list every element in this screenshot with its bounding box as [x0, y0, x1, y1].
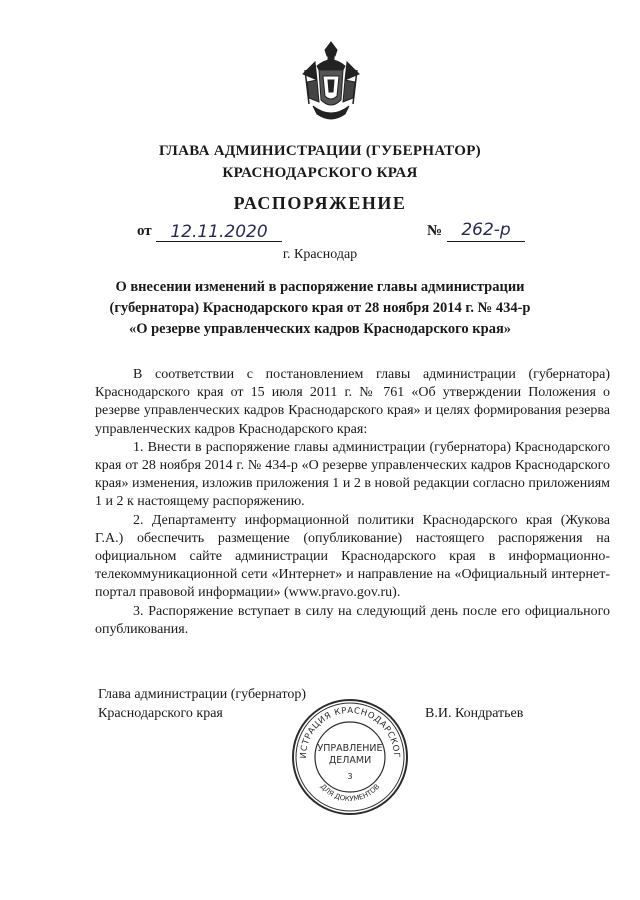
coat-of-arms-icon — [295, 40, 367, 128]
body-paragraph-item2: 2. Департаменту информационной политики Краснодарского края (Жукова Г.А.) обеспечить размещение (опубликование) настоящего распоряжения на официальном сайте администрации Краснодарского края в информационно-телекоммуникационной сети «Интернет» и направление на «Официальный интернет-портал правовой информации» (www.pravo.gov.ru). — [95, 512, 610, 601]
document-type: РАСПОРЯЖЕНИЕ — [233, 193, 407, 213]
number-value: 262-р — [461, 220, 511, 240]
seal-bottom-text: ДЛЯ ДОКУМЕНТОВ — [318, 782, 382, 804]
body-paragraph-item3: 3. Распоряжение вступает в силу на следующий день после его официального опубликования. — [95, 603, 610, 637]
document-body — [95, 366, 610, 639]
city: г. Краснодар — [282, 247, 358, 262]
seal-ring-text: ИСТРАЦИЯ КРАСНОДАРСКОГ — [298, 705, 402, 759]
seal-center-line2: ДЕЛАМИ — [328, 755, 372, 766]
date-label: от — [137, 223, 152, 239]
seal-number: 3 — [347, 772, 353, 781]
subject-line3: «О резерве управленческих кадров Краснодарского края» — [128, 321, 512, 337]
signatory-title — [98, 686, 306, 723]
seal-stamp-icon — [290, 697, 410, 817]
signatory-name: В.И. Кондратьев — [425, 706, 524, 721]
authority-title-line2: КРАСНОДАРСКОГО КРАЯ — [222, 165, 418, 181]
seal-center-line1: УПРАВЛЕНИЕ — [317, 743, 383, 754]
number-label: № — [427, 223, 443, 239]
signatory-title-line1: Глава администрации (губернатор) — [98, 687, 307, 702]
authority-title-line1: ГЛАВА АДМИНИСТРАЦИИ (ГУБЕРНАТОР) — [159, 143, 481, 159]
coat-of-arms-emblem — [295, 40, 367, 128]
subject-line2: (губернатора) Краснодарского края от 28 ноября 2014 г. № 434-р — [109, 300, 531, 316]
body-paragraph-preamble: В соответствии с постановлением главы администрации (губернатора) Краснодарского края от 15 июля 2011 г. № 761 «Об утверждении Положения о резерве управленческих кадров Краснодарского края» и целях формирования резерва управленческих кадров Краснодарского края: — [95, 367, 610, 437]
signatory-title-line2: Краснодарского края — [98, 705, 223, 721]
number-field — [447, 220, 525, 242]
official-seal — [290, 697, 410, 817]
body-paragraph-item1: 1. Внести в распоряжение главы администрации (губернатора) Краснодарского края от 28 ноября 2014 г. № 434-р «О резерве управленческих кадров Краснодарского края» изменения, изложив приложения 1 и 2 в новой редакции согласно приложениям 1 и 2 к настоящему распоряжению. — [95, 439, 610, 510]
svg-text:ДЛЯ ДОКУМЕНТОВ — [319, 782, 382, 803]
date-field — [156, 222, 282, 242]
subject-line1: О внесении изменений в распоряжение главы администрации — [115, 279, 525, 295]
date-value: 12.11.2020 — [170, 222, 268, 242]
